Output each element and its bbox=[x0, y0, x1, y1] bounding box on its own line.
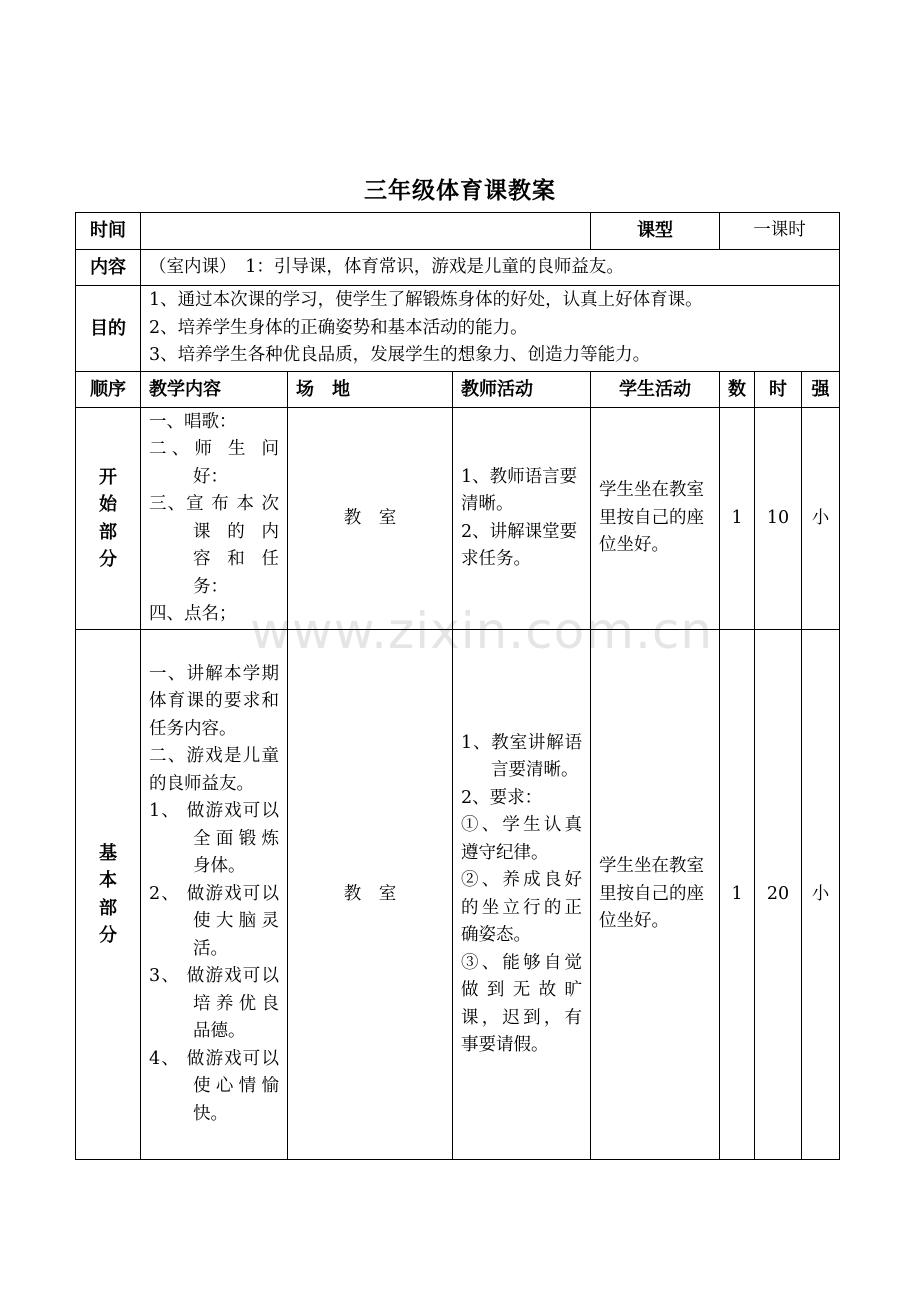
section-row-opening bbox=[76, 408, 840, 630]
section-name bbox=[76, 630, 141, 1160]
section-name-char: 部 bbox=[99, 897, 117, 919]
time-label: 时间 bbox=[76, 213, 141, 250]
section-teacher bbox=[453, 630, 591, 1160]
teacher-line: 2、讲解课堂要求任务。 bbox=[461, 521, 578, 569]
content-line: 3、 做游戏可以培养优良品德。 bbox=[149, 966, 279, 1042]
goal-label: 目的 bbox=[76, 286, 141, 372]
section-name-char: 分 bbox=[99, 925, 117, 946]
teacher-line: ①、学生认真遵守纪律。 bbox=[461, 815, 583, 863]
section-name bbox=[76, 408, 141, 630]
section-count: 1 bbox=[720, 630, 755, 1160]
content-line: 2、 做游戏可以使大脑灵活。 bbox=[149, 883, 279, 959]
section-venue: 教 室 bbox=[288, 408, 453, 630]
section-student: 学生坐在教室里按自己的座位坐好。 bbox=[591, 630, 720, 1160]
col-intensity: 强 bbox=[802, 372, 840, 408]
teacher-line: 2、要求： bbox=[461, 787, 543, 808]
teacher-line: 1、教室讲解语言要清晰。 bbox=[461, 732, 583, 780]
goal-item: 3、培养学生各种优良品质，发展学生的想象力、创造力等能力。 bbox=[149, 345, 651, 366]
section-name-char: 本 bbox=[99, 870, 117, 891]
section-row-main bbox=[76, 630, 840, 1160]
lesson-plan-table bbox=[75, 212, 840, 1160]
lesson-type-value: 一课时 bbox=[720, 213, 840, 250]
section-name-char: 分 bbox=[99, 549, 117, 570]
lesson-type-label: 课型 bbox=[591, 213, 720, 250]
content-line: 一、讲解本学期体育课的要求和任务内容。 bbox=[149, 663, 279, 739]
content-line: 1、 做游戏可以全面锻炼身体。 bbox=[149, 801, 279, 877]
content-line: 一、唱歌： bbox=[149, 411, 237, 432]
section-name-char: 部 bbox=[99, 521, 117, 543]
section-teacher bbox=[453, 408, 591, 630]
col-student: 学生活动 bbox=[591, 372, 720, 408]
col-content: 教学内容 bbox=[141, 372, 288, 408]
goal-item: 1、通过本次课的学习，使学生了解锻炼身体的好处，认真上好体育课。 bbox=[149, 290, 703, 311]
content-line: 二、师 生 问 好： bbox=[149, 439, 279, 487]
col-order: 顺序 bbox=[76, 372, 141, 408]
col-time: 时 bbox=[755, 372, 802, 408]
teacher-line: ②、养成良好的坐立行的正确姿态。 bbox=[461, 870, 583, 945]
section-name-char: 开 bbox=[99, 466, 117, 488]
section-venue: 教 室 bbox=[288, 630, 453, 1160]
content-line: 二、游戏是儿童的良师益友。 bbox=[149, 746, 279, 794]
section-name-char: 始 bbox=[99, 494, 117, 515]
col-venue: 场 地 bbox=[288, 372, 453, 408]
content-line: 四、点名； bbox=[149, 604, 237, 624]
content-row bbox=[76, 250, 840, 286]
column-header-row bbox=[76, 372, 840, 408]
section-intensity: 小 bbox=[802, 408, 840, 630]
section-name-char: 基 bbox=[99, 842, 117, 864]
watermark: www.zixin.com.cn bbox=[250, 602, 714, 660]
time-row bbox=[76, 213, 840, 250]
goal-row bbox=[76, 286, 840, 372]
section-student: 学生坐在教室里按自己的座位坐好。 bbox=[591, 408, 720, 630]
section-time: 10 bbox=[755, 408, 802, 630]
section-time: 20 bbox=[755, 630, 802, 1160]
section-content bbox=[141, 408, 288, 630]
teacher-line: 1、教师语言要清晰。 bbox=[461, 466, 578, 514]
col-teacher: 教师活动 bbox=[453, 372, 591, 408]
section-count: 1 bbox=[720, 408, 755, 630]
goal-item: 2、培养学生身体的正确姿势和基本活动的能力。 bbox=[149, 317, 528, 338]
col-count: 数 bbox=[720, 372, 755, 408]
goal-list bbox=[141, 286, 840, 372]
time-value bbox=[141, 213, 591, 250]
section-content bbox=[141, 630, 288, 1160]
teacher-line: ③、能够自觉做到无故旷课，迟到，有事要请假。 bbox=[461, 952, 583, 1055]
section-intensity: 小 bbox=[802, 630, 840, 1160]
content-line: 三、宣 布 本 次 课 的 内 容 和 任务： bbox=[149, 494, 279, 597]
content-line: 4、 做游戏可以使心情愉快。 bbox=[149, 1048, 279, 1124]
document-title: 三年级体育课教案 bbox=[364, 178, 556, 204]
content-label: 内容 bbox=[76, 250, 141, 286]
content-value: （室内课） 1：引导课，体育常识，游戏是儿童的良师益友。 bbox=[141, 250, 840, 286]
